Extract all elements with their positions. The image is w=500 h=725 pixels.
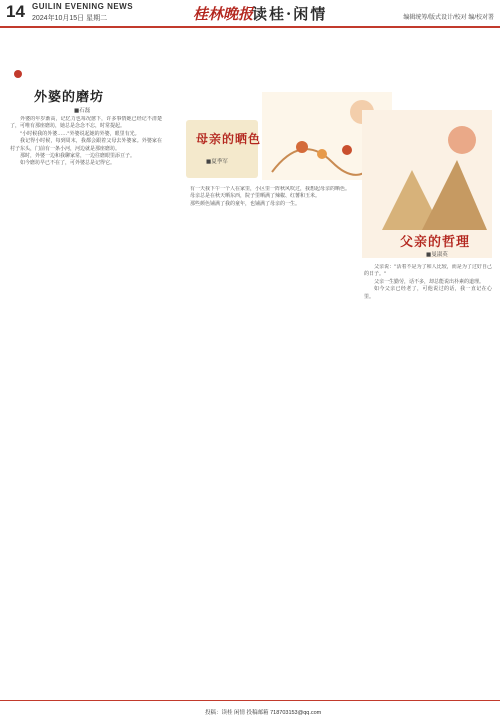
title-background (186, 120, 258, 178)
article-title: 父亲的哲理 (400, 235, 471, 250)
paper-name-en: GUILIN EVENING NEWS (32, 2, 134, 11)
paragraph: 我记得小时候，每到周末，我都会跟着父母去外婆家。外婆家在村子东头，门前有一条小河，河边就是那座磨坊。 (10, 138, 162, 152)
article-title: 母亲的晒色 (196, 132, 262, 146)
paragraph: "小时候我的外婆……"外婆说起她的外婆，眼里有光。 (20, 130, 140, 137)
paragraph: 父亲一生勤劳，话不多，却总能说出朴素的道理。 (374, 278, 485, 285)
article-body (10, 116, 162, 696)
page-header (0, 0, 500, 28)
article-byline: ■曼淑英 (426, 252, 448, 258)
editor-credit: 编辑统筹/版式设计/校对 编/校对署 (403, 15, 494, 21)
paragraph: 如今父亲已经老了，可他说过的话，我一直记在心里。 (364, 286, 492, 300)
title-decoration (14, 70, 22, 78)
paragraph: 有一天我下午一个人在家里，小区里一阵秋风吹过，我想起母亲的晒色。 (190, 186, 351, 192)
paragraph: 父亲说："活着不是为了和人比较，而是为了过好自己的日子。" (364, 264, 492, 278)
article-body (180, 186, 352, 696)
page-footer (0, 700, 500, 725)
brand-logo: 桂林晚报 (193, 5, 254, 23)
paragraph: 如今磨坊早已不在了，可外婆总是记得它。 (20, 160, 116, 167)
article-body (364, 264, 492, 696)
page-number: 14 (6, 2, 25, 21)
article-byline: ■夏季军 (206, 159, 228, 165)
issue-date: 2024年10月15日 星期二 (32, 15, 108, 22)
submission-note: 投稿：读桂 闲情 投稿邮箱 718703153@qq.com (205, 710, 322, 716)
article-byline: ■石磊 (74, 108, 91, 114)
paragraph: 那些颜色铺满了我的童年，也铺满了母亲的一生。 (190, 200, 301, 207)
article-title: 外婆的磨坊 (34, 90, 105, 105)
section-title: 读桂·闲情 (252, 5, 328, 23)
paragraph: 外婆的年岁渐高，记忆力也每况愈下，许多事情她已经记不清楚了，可唯有那座磨坊，她总是念念不忘，时常提起。 (10, 116, 162, 130)
paragraph: 母亲总是在秋天晒东西，院子里晒满了辣椒、红薯和玉米。 (190, 193, 321, 200)
paragraph: 那时，外婆一边和我聊家常，一边往磨眼里添豆子。 (20, 153, 136, 160)
